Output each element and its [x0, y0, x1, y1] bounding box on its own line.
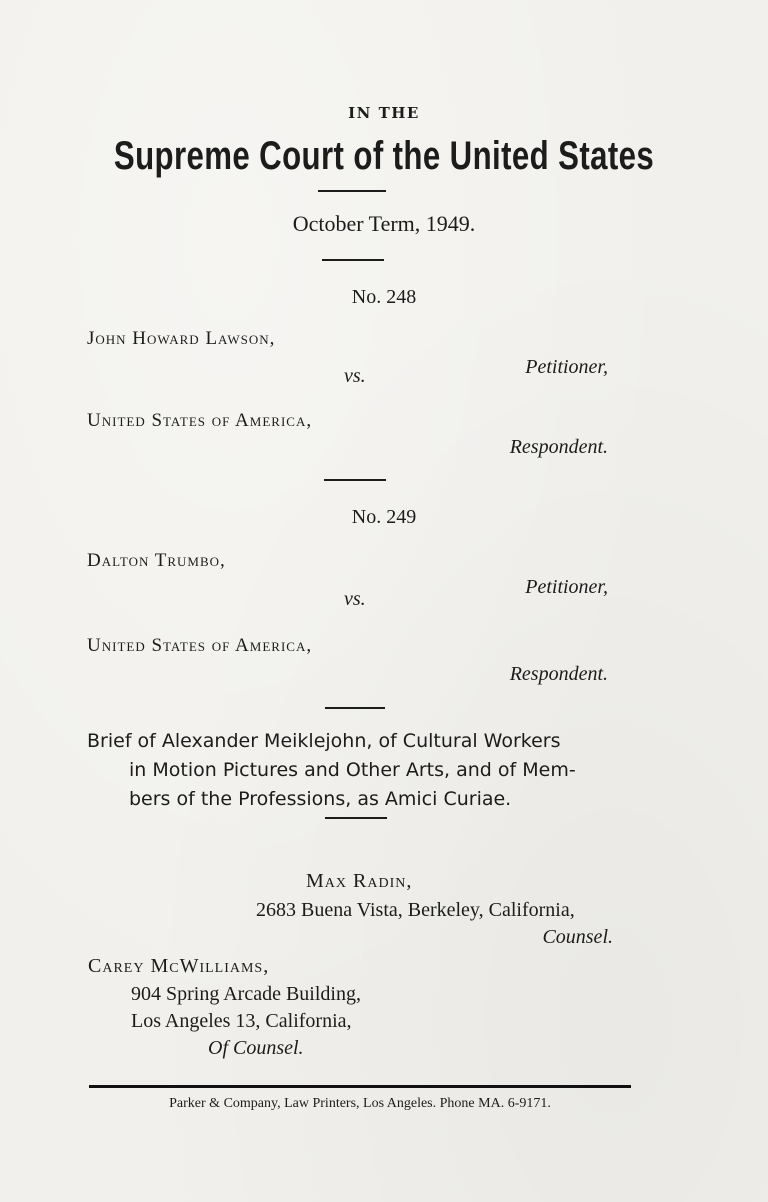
brief-title-line: in Motion Pictures and Other Arts, and of Mem-	[129, 759, 576, 781]
petitioner-name: Dalton Trumbo,	[87, 550, 226, 571]
brief-title-line: Brief of Alexander Meiklejohn, of Cultural Workers	[87, 730, 561, 752]
of-counsel-role: Of Counsel.	[208, 1037, 304, 1059]
in-the-heading: IN THE	[348, 104, 420, 122]
divider-rule	[325, 817, 387, 819]
petitioner-role: Petitioner,	[525, 356, 608, 378]
divider-rule	[318, 190, 386, 192]
divider-rule	[324, 479, 386, 481]
of-counsel-name: Carey McWilliams,	[88, 955, 270, 977]
term-line: October Term, 1949.	[292, 211, 476, 236]
counsel-name: Max Radin,	[306, 870, 413, 892]
of-counsel-address: 904 Spring Arcade Building,	[131, 983, 361, 1005]
case-number: No. 248	[351, 286, 417, 308]
footer-rule	[89, 1085, 631, 1088]
versus-label: vs.	[344, 588, 366, 610]
counsel-role: Counsel.	[542, 926, 613, 948]
counsel-address: 2683 Buena Vista, Berkeley, California,	[256, 899, 575, 921]
court-title: Supreme Court of the United States	[113, 134, 655, 178]
versus-label: vs.	[344, 365, 366, 387]
printer-line: Parker & Company, Law Printers, Los Angeles. Phone MA. 6-9171.	[169, 1096, 551, 1111]
divider-rule	[322, 259, 384, 261]
respondent-name: United States of America,	[87, 410, 313, 431]
petitioner-role: Petitioner,	[525, 576, 608, 598]
respondent-role: Respondent.	[509, 436, 608, 458]
case-number: No. 249	[351, 506, 417, 528]
petitioner-name: John Howard Lawson,	[87, 328, 276, 349]
of-counsel-city: Los Angeles 13, California,	[131, 1010, 352, 1032]
respondent-name: United States of America,	[87, 635, 313, 656]
divider-rule	[325, 707, 385, 709]
respondent-role: Respondent.	[509, 663, 608, 685]
brief-title	[87, 727, 647, 814]
brief-title-line: bers of the Professions, as Amici Curiae.	[129, 788, 512, 810]
